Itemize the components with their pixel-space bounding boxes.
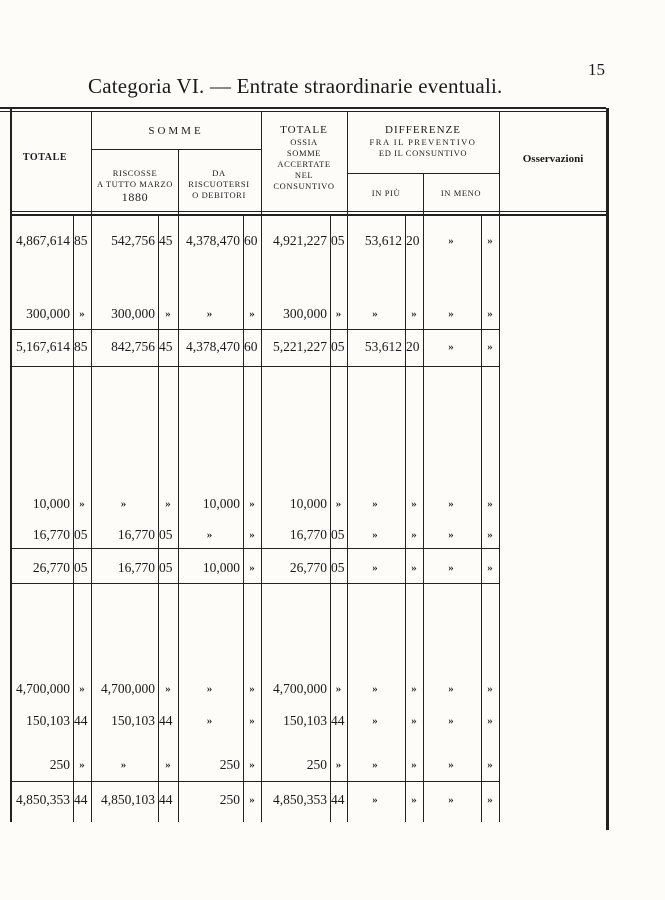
header-riscosse-line3: 1880 <box>121 190 149 204</box>
header-differenze <box>348 124 498 159</box>
cell-decimal: » <box>249 759 255 771</box>
cell-decimal: 05 <box>331 527 345 542</box>
cell-integer: 842,756 <box>111 339 155 354</box>
cell-decimal: » <box>487 715 493 727</box>
cell-integer: » <box>372 759 378 771</box>
cell-decimal: » <box>165 683 171 695</box>
column-rule <box>499 112 500 822</box>
cell-integer: » <box>120 498 127 510</box>
row-rule <box>0 107 606 109</box>
cell-integer: » <box>448 341 454 353</box>
cell-integer: 10,000 <box>32 496 70 511</box>
cell-decimal: » <box>249 498 255 510</box>
cell-decimal: » <box>335 759 342 771</box>
cell-integer: » <box>372 308 378 320</box>
header-somme: SOMME <box>148 125 204 137</box>
cell-decimal: » <box>411 529 417 541</box>
header-totale-ossia <box>262 124 346 192</box>
cell-decimal: 05 <box>159 527 173 542</box>
cell-decimal: » <box>165 308 171 320</box>
cell-integer: 4,850,353 <box>273 792 327 807</box>
header-riscosse-line2: A TUTTO MARZO <box>97 179 173 189</box>
cell-integer: » <box>206 715 213 727</box>
cell-integer: 5,221,227 <box>273 339 327 354</box>
row-rule <box>10 548 499 549</box>
cell-decimal: 05 <box>331 560 345 575</box>
cell-integer: 300,000 <box>111 306 155 321</box>
cell-decimal: » <box>411 308 417 320</box>
header-da-line1: DA <box>212 168 226 178</box>
header-diff-line2: FRA IL PREVENTIVO <box>369 137 477 147</box>
cell-decimal: 44 <box>159 713 173 728</box>
cell-decimal: 44 <box>74 713 88 728</box>
column-rule <box>606 108 609 830</box>
cell-decimal: » <box>411 794 417 806</box>
cell-decimal: 44 <box>159 792 173 807</box>
cell-decimal: 20 <box>406 233 420 248</box>
cell-integer: 53,612 <box>364 233 402 248</box>
cell-integer: 150,103 <box>111 713 155 728</box>
cell-decimal: » <box>165 759 171 771</box>
cell-integer: 150,103 <box>283 713 327 728</box>
cell-integer: 542,756 <box>111 233 155 248</box>
cell-integer: 150,103 <box>26 713 70 728</box>
cell-integer: » <box>372 794 378 806</box>
row-rule <box>0 111 606 112</box>
cell-integer: 4,700,000 <box>273 681 327 696</box>
cell-integer: » <box>372 715 378 727</box>
cell-decimal: » <box>165 498 171 510</box>
cell-integer: » <box>372 498 378 510</box>
cell-integer: 16,770 <box>289 527 327 542</box>
cell-integer: 5,167,614 <box>16 339 70 354</box>
cell-integer: » <box>448 683 454 695</box>
row-rule <box>348 173 499 174</box>
header-da-line3: O DEBITORI <box>192 190 246 200</box>
cell-decimal: 05 <box>159 560 173 575</box>
cell-integer: 4,850,103 <box>101 792 155 807</box>
cell-integer: » <box>206 529 213 541</box>
cell-integer: 26,770 <box>289 560 327 575</box>
cell-integer: 26,770 <box>32 560 70 575</box>
cell-decimal: » <box>335 498 342 510</box>
cell-integer: » <box>448 562 454 574</box>
header-to-line2: OSSIA <box>290 137 318 147</box>
cell-integer: 4,700,000 <box>101 681 155 696</box>
cell-integer: 4,378,470 <box>186 339 240 354</box>
cell-integer: » <box>448 794 454 806</box>
cell-decimal: 45 <box>159 233 173 248</box>
cell-decimal: » <box>487 562 493 574</box>
cell-integer: » <box>448 498 454 510</box>
cell-decimal: 44 <box>331 713 345 728</box>
row-rule <box>10 781 499 782</box>
cell-integer: 250 <box>219 757 240 772</box>
cell-decimal: » <box>411 562 417 574</box>
cell-decimal: 05 <box>331 233 345 248</box>
cell-decimal: » <box>411 715 417 727</box>
header-to-line1: TOTALE <box>280 124 328 136</box>
header-to-line4: ACCERTATE <box>277 159 331 169</box>
cell-integer: 10,000 <box>202 560 240 575</box>
cell-integer: » <box>448 235 454 247</box>
row-rule <box>10 366 499 367</box>
header-in-piu: IN PIÙ <box>371 188 401 198</box>
cell-integer: » <box>448 759 454 771</box>
cell-integer: » <box>372 529 378 541</box>
header-in-meno: IN MENO <box>440 188 482 198</box>
cell-integer: 4,850,353 <box>16 792 70 807</box>
cell-decimal: » <box>249 715 255 727</box>
cell-integer: 4,867,614 <box>16 233 70 248</box>
header-da-line2: RISCUOTERSI <box>188 179 250 189</box>
cell-decimal: » <box>335 683 342 695</box>
cell-decimal: » <box>79 308 85 320</box>
cell-decimal: » <box>487 683 493 695</box>
cell-integer: 16,770 <box>32 527 70 542</box>
cell-decimal: 60 <box>244 339 258 354</box>
cell-integer: 10,000 <box>202 496 240 511</box>
cell-integer: » <box>372 683 378 695</box>
cell-decimal: » <box>487 341 493 353</box>
header-da-riscuotersi <box>178 168 260 201</box>
cell-decimal: » <box>411 683 417 695</box>
cell-decimal: 44 <box>74 792 88 807</box>
cell-decimal: » <box>249 529 255 541</box>
cell-decimal: 20 <box>406 339 420 354</box>
header-totale: TOTALE <box>22 152 68 163</box>
row-rule <box>10 214 606 216</box>
cell-decimal: » <box>487 759 493 771</box>
cell-integer: 250 <box>219 792 240 807</box>
cell-decimal: » <box>487 794 493 806</box>
cell-decimal: » <box>79 759 85 771</box>
cell-decimal: 05 <box>74 527 88 542</box>
cell-integer: » <box>448 308 454 320</box>
cell-decimal: » <box>411 498 417 510</box>
cell-decimal: » <box>487 529 493 541</box>
cell-integer: 4,378,470 <box>186 233 240 248</box>
row-rule <box>10 211 606 212</box>
page-title: Categoria VI. — Entrate straordinarie eventuali. <box>88 74 503 98</box>
cell-decimal: » <box>487 498 493 510</box>
cell-decimal: » <box>249 308 255 320</box>
header-riscosse <box>92 168 178 204</box>
cell-integer: 53,612 <box>364 339 402 354</box>
header-diff-line1: DIFFERENZE <box>385 124 461 136</box>
cell-decimal: » <box>335 308 342 320</box>
cell-decimal: » <box>249 794 255 806</box>
cell-decimal: 05 <box>74 560 88 575</box>
page-number: 15 <box>588 60 605 79</box>
header-to-line5: NEL <box>294 170 314 180</box>
cell-decimal: 85 <box>74 233 88 248</box>
cell-decimal: » <box>79 498 85 510</box>
cell-decimal: » <box>249 683 255 695</box>
cell-decimal: 45 <box>159 339 173 354</box>
cell-decimal: » <box>487 235 493 247</box>
cell-integer: 16,770 <box>117 560 155 575</box>
cell-integer: 4,921,227 <box>273 233 327 248</box>
cell-integer: 250 <box>306 757 327 772</box>
header-osservazioni: Osservazioni <box>522 153 584 165</box>
cell-integer: 250 <box>49 757 70 772</box>
cell-integer: 16,770 <box>117 527 155 542</box>
cell-decimal: 85 <box>74 339 88 354</box>
cell-integer: 10,000 <box>289 496 327 511</box>
header-diff-line3: ED IL CONSUNTIVO <box>378 148 468 158</box>
cell-decimal: 05 <box>331 339 345 354</box>
row-rule <box>10 583 499 584</box>
header-to-line6: CONSUNTIVO <box>273 181 335 191</box>
cell-decimal: 60 <box>244 233 258 248</box>
cell-integer: » <box>206 308 213 320</box>
cell-integer: 300,000 <box>26 306 70 321</box>
header-to-line3: SOMME <box>286 148 322 158</box>
cell-decimal: » <box>249 562 255 574</box>
cell-decimal: » <box>487 308 493 320</box>
cell-integer: 4,700,000 <box>16 681 70 696</box>
header-riscosse-line1: RISCOSSE <box>112 168 158 178</box>
cell-integer: » <box>372 562 378 574</box>
cell-decimal: » <box>79 683 85 695</box>
cell-integer: » <box>120 759 127 771</box>
cell-integer: 300,000 <box>283 306 327 321</box>
row-rule <box>91 149 261 150</box>
cell-integer: » <box>448 529 454 541</box>
row-rule <box>10 329 499 330</box>
cell-decimal: 44 <box>331 792 345 807</box>
cell-decimal: » <box>411 759 417 771</box>
cell-integer: » <box>448 715 454 727</box>
cell-integer: » <box>206 683 213 695</box>
